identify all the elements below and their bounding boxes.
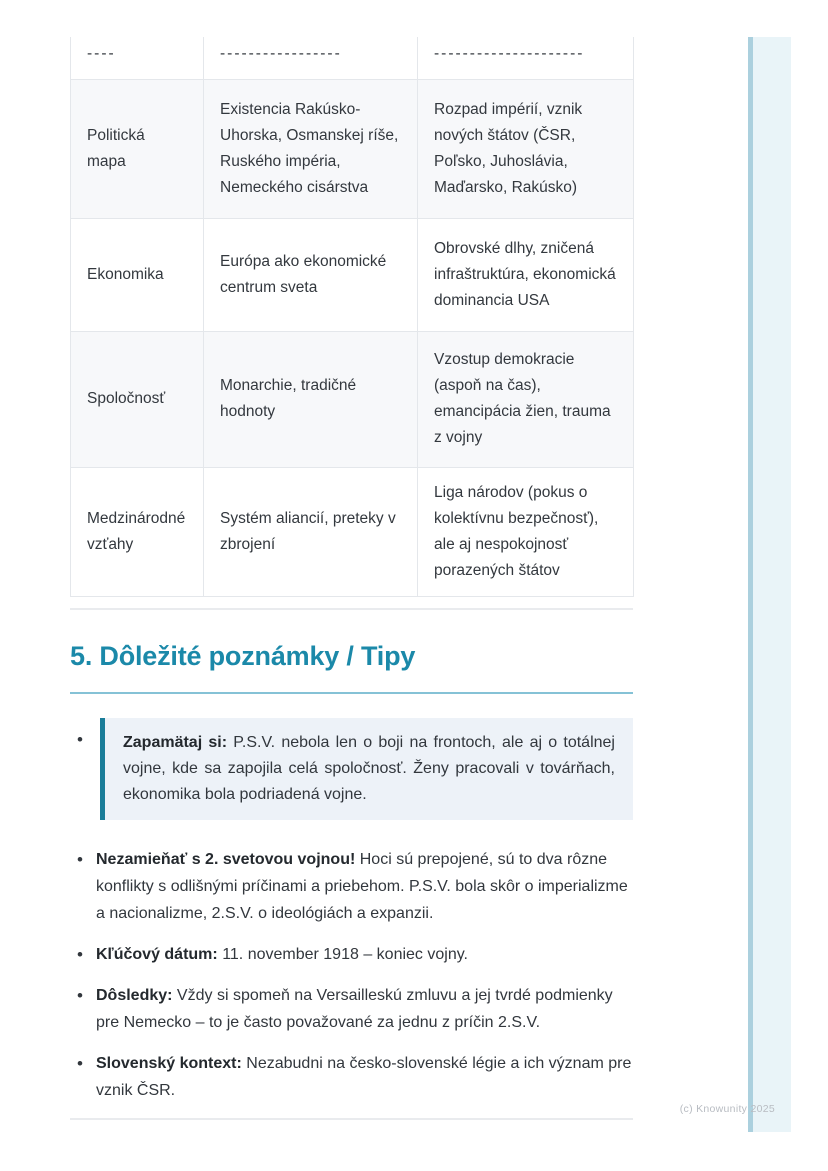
tip-text: Hoci sú prepojené, sú to dva rôzne konflikty s odlišnými príčinami a priebehom. P.S.V. bola skôr o imperializme a nacionalizme, 2.S.V. o ideológiách a expanzii.	[96, 850, 628, 922]
callout-box	[100, 718, 633, 820]
tip-lead: Kľúčový dátum:	[96, 945, 218, 963]
copyright-notice: (c) Knowunity 2025	[679, 1103, 775, 1115]
tips-list	[70, 846, 633, 1104]
table-cell-before: Európa ako ekonomické centrum sveta	[204, 218, 418, 331]
callout-lead: Zapamätaj si:	[123, 733, 228, 751]
tip-lead: Slovenský kontext:	[96, 1054, 242, 1072]
document-content	[70, 37, 633, 1120]
table-separator-row	[71, 37, 634, 79]
tip-item	[70, 941, 633, 968]
table-cell-aspect: Politická mapa	[71, 79, 204, 218]
table-cell-after: Vzostup demokracie (aspoň na čas), emancipácia žien, trauma z vojny	[418, 331, 634, 467]
tip-item	[70, 846, 633, 927]
tip-item	[70, 982, 633, 1036]
tip-item	[70, 1050, 633, 1104]
table-row	[71, 79, 634, 218]
callout-list-item	[70, 718, 633, 820]
table-cell-before: Monarchie, tradičné hodnoty	[204, 331, 418, 467]
section-divider	[70, 608, 633, 610]
callout-text: P.S.V. nebola len o boji na frontoch, ale aj o totálnej vojne, kde sa zapojila celá spoločnosť. Ženy pracovali v továrňach, ekonomika bola podriadená vojne.	[123, 733, 615, 803]
table-cell-before: Systém aliancií, preteky v zbrojení	[204, 467, 418, 596]
tip-text: Vždy si spomeň na Versailleskú zmluvu a jej tvrdé podmienky pre Nemecko – to je často považované za jednu z príčin 2.S.V.	[96, 986, 613, 1031]
table-cell-after: Rozpad impérií, vznik nových štátov (ČSR, Poľsko, Juhoslávia, Maďarsko, Rakúsko)	[418, 79, 634, 218]
section-heading: 5. Dôležité poznámky / Tipy	[70, 640, 633, 694]
table-row	[71, 218, 634, 331]
table-cell-aspect: ----	[71, 37, 204, 79]
bottom-divider	[70, 1118, 633, 1120]
table-cell-aspect: Spoločnosť	[71, 331, 204, 467]
table-cell-after: Liga národov (pokus o kolektívnu bezpečnosť), ale aj nespokojnosť porazených štátov	[418, 467, 634, 596]
page-scrollbar[interactable]	[748, 37, 791, 1132]
table-cell-aspect: Ekonomika	[71, 218, 204, 331]
table-cell-after: ---------------------	[418, 37, 634, 79]
table-cell-before: Existencia Rakúsko-Uhorska, Osmanskej ríše, Ruského impéria, Nemeckého cisárstva	[204, 79, 418, 218]
table-row	[71, 467, 634, 596]
table-cell-after: Obrovské dlhy, zničená infraštruktúra, ekonomická dominancia USA	[418, 218, 634, 331]
tip-lead: Nezamieňať s 2. svetovou vojnou!	[96, 850, 356, 868]
comparison-table	[70, 37, 634, 597]
tip-text: Nezabudni na česko-slovenské légie a ich význam pre vznik ČSR.	[96, 1054, 632, 1099]
table-row	[71, 331, 634, 467]
tip-text: 11. november 1918 – koniec vojny.	[222, 945, 468, 963]
table-cell-aspect: Medzinárodné vzťahy	[71, 467, 204, 596]
table-cell-before: -----------------	[204, 37, 418, 79]
tip-lead: Dôsledky:	[96, 986, 173, 1004]
